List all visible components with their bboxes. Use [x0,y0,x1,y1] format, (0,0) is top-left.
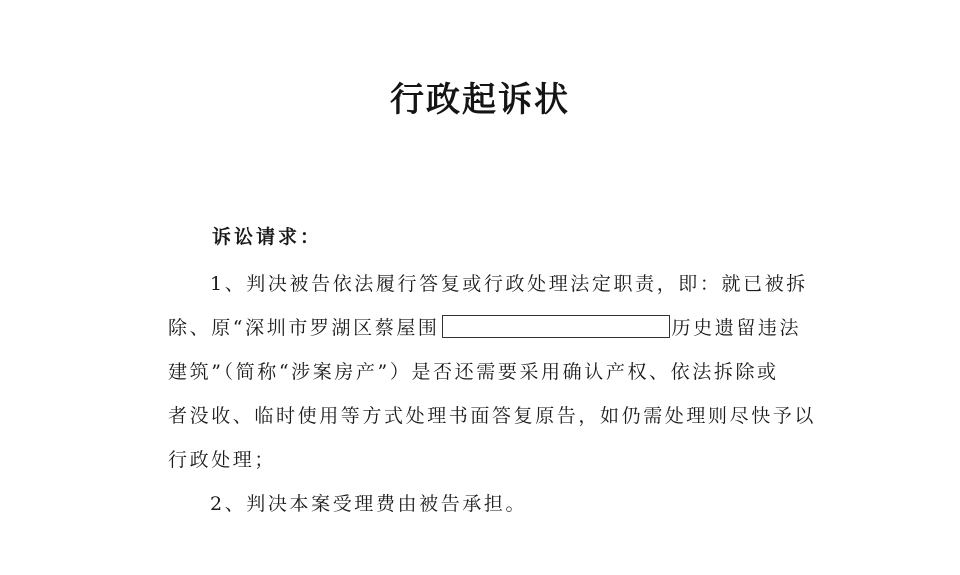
section-heading: 诉讼请求： [212,226,323,248]
request-1-line-5: 行政处理； [168,449,277,471]
request-2-line-1: 2、判决本案受理费由被告承担。 [210,493,528,515]
redaction-box [442,315,670,338]
request-1-line-2 [168,313,801,340]
line-2-end: 历史遗留违法 [671,317,802,339]
document-title: 行政起诉状 [390,80,570,120]
request-1-line-3: 建筑”（简称“涉案房产”）是否还需要采用确认产权、依法拆除或 [168,361,779,383]
request-1-line-4: 者没收、临时使用等方式处理书面答复原告，如仍需处理则尽快予以 [168,405,817,427]
request-1-line-1: 1、判决被告依法履行答复或行政处理法定职责，即：就已被拆 [210,273,808,295]
line-2-start: 除、原“深圳市罗湖区蔡屋围 [168,317,440,339]
